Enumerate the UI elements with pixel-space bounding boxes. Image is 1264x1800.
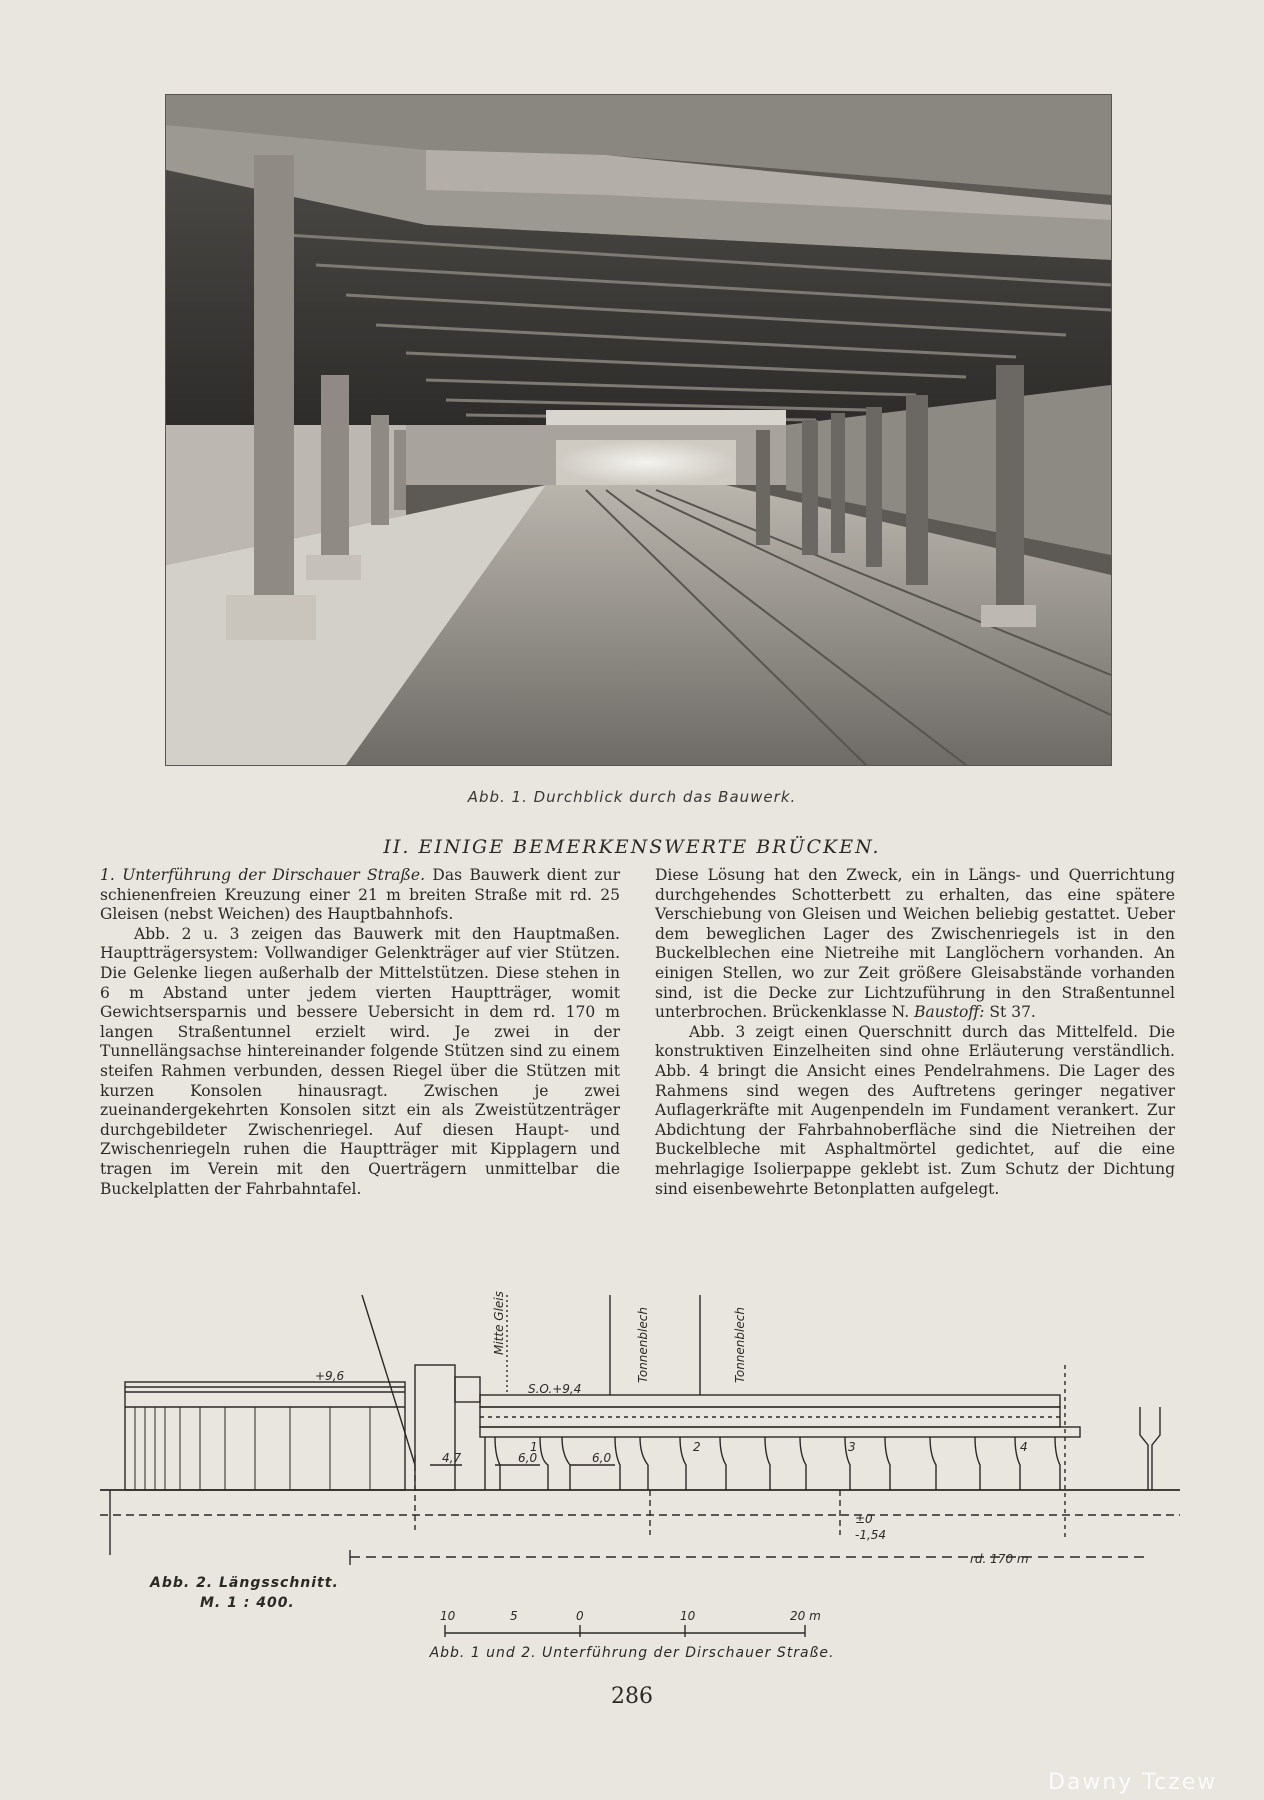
paragraph-title: 1. Unterführung der Dirschauer Straße. [100, 866, 426, 884]
joint-figure-caption: Abb. 1 und 2. Unterführung der Dirschauer Straße. [429, 1645, 835, 1661]
paragraph [655, 866, 1175, 1023]
text-column-left [100, 866, 620, 1199]
paragraph [100, 866, 620, 925]
bridge-underpass-photo [166, 95, 1111, 765]
figure-1-photo [166, 95, 1111, 765]
paragraph: Abb. 3 zeigt einen Querschnitt durch das Mittelfeld. Die konstruktiven Einzelheiten sind ohne Erläuterung verständlich. Abb. 4 bringt die Ansicht eines Pendelrahmens. Die Lager des Rahmens sind wegen des Auftretens geringer negativer Auflagerkräfte mit Augenpendeln im Fundament verankert. Zur Abdichtung der Fahrbahnoberfläche sind die Nietreihen der Buckelbleche mit Asphaltmörtel gedichtet, auf die eine mehrlagige Isolierpappe geklebt ist. Zum Schutz der Dichtung sind eisenbewehrte Betonplatten aufgelegt. [655, 1022, 1175, 1198]
paragraph-body: Diese Lösung hat den Zweck, ein in Längs- und Querrichtung durchgehendes Schotterbett zu erhalten, das eine spätere Verschiebung von Gleisen und Weichen beliebig gestattet. Ueber dem beweglichen Lager des Zwischenriegels ist in den Buckelblechen eine Nietreihe mit Langlöchern vorhanden. An einigen Stellen, wo zur Zeit größere Gleisabstände vorhanden sind, ist die Decke zur Lichtzuführung in den Straßentunnel unterbrochen. Brückenklasse N. [655, 866, 1175, 1022]
figure-1-caption: Abb. 1. Durchblick durch das Bauwerk. [467, 788, 797, 806]
scale-tick-10-left: 10 [440, 1609, 456, 1623]
label-level-left: +9,6 [315, 1369, 345, 1383]
scale-tick-5: 5 [510, 1609, 518, 1623]
label-tonnenblech-2: Tonnenblech [733, 1307, 747, 1383]
label-dim-47: 4,7 [442, 1451, 462, 1465]
figure-2-caption [150, 1573, 339, 1613]
figure-2-caption-title: Abb. 2. Längsschnitt. [150, 1575, 339, 1591]
label-level-minus: -1,54 [855, 1528, 887, 1542]
baustoff-value: St 37. [984, 1003, 1036, 1022]
figure-2-caption-scale: M. 1 : 400. [200, 1595, 295, 1611]
scale-tick-0: 0 [576, 1609, 584, 1623]
label-tonnenblech-1: Tonnenblech [636, 1307, 650, 1383]
baustoff-label: Baustoff: [914, 1003, 985, 1022]
label-mitte-gleis: Mitte Gleis [492, 1291, 506, 1355]
watermark: Dawny Tczew [1048, 1770, 1218, 1795]
section-heading: II. EINIGE BEMERKENSWERTE BRÜCKEN. [383, 836, 881, 858]
label-span-3: 3 [848, 1440, 856, 1454]
page-number: 286 [611, 1684, 653, 1709]
label-span-2: 2 [693, 1440, 701, 1454]
label-span-4: 4 [1020, 1440, 1028, 1454]
label-level-so: S.O.+9,4 [528, 1382, 582, 1396]
paragraph: Abb. 2 u. 3 zeigen das Bauwerk mit den Hauptmaßen. Hauptträgersystem: Vollwandiger Gelenkträger auf vier Stützen. Die Gelenke liegen außerhalb der Mittelstützen. Diese stehen in 6 m Abstand unter jedem vierten Hauptträger, womit Gewichtsersparnis und bessere Uebersicht in dem rd. 170 m langen Straßentunnel erzielt wird. Je zwei in der Tunnellängsachse hintereinander folgende Stützen sind zu einem steifen Rahmen verbunden, dessen Riegel über die Stützen mit kurzen Konsolen hinausragt. Zwischen je zwei zueinandergekehrten Konsolen sitzt ein als Zweistützenträger durchgebildeter Zwischenriegel. Auf diesen Haupt- und Zwischenriegeln ruhen die Hauptträger mit Kipplagern und tragen im Verein mit den Querträgern unmittelbar die Buckelplatten der Fahrbahntafel. [100, 924, 620, 1198]
scale-tick-20: 20 m [790, 1609, 821, 1623]
label-total-length: rd. 170 m [970, 1552, 1029, 1566]
label-dim-60b: 6,0 [592, 1451, 612, 1465]
scale-tick-10-right: 10 [680, 1609, 696, 1623]
label-dim-60a: 6,0 [518, 1451, 538, 1465]
text-column-right [655, 866, 1175, 1199]
paragraph-body: Das Bauwerk dient zur schienenfreien Kreuzung einer 21 m breiten Straße mit rd. 25 Gleisen (nebst Weichen) des Hauptbahnhofs. [100, 866, 621, 924]
label-level-zero: ±0 [855, 1512, 873, 1526]
label-span-1: 1 [530, 1440, 538, 1454]
